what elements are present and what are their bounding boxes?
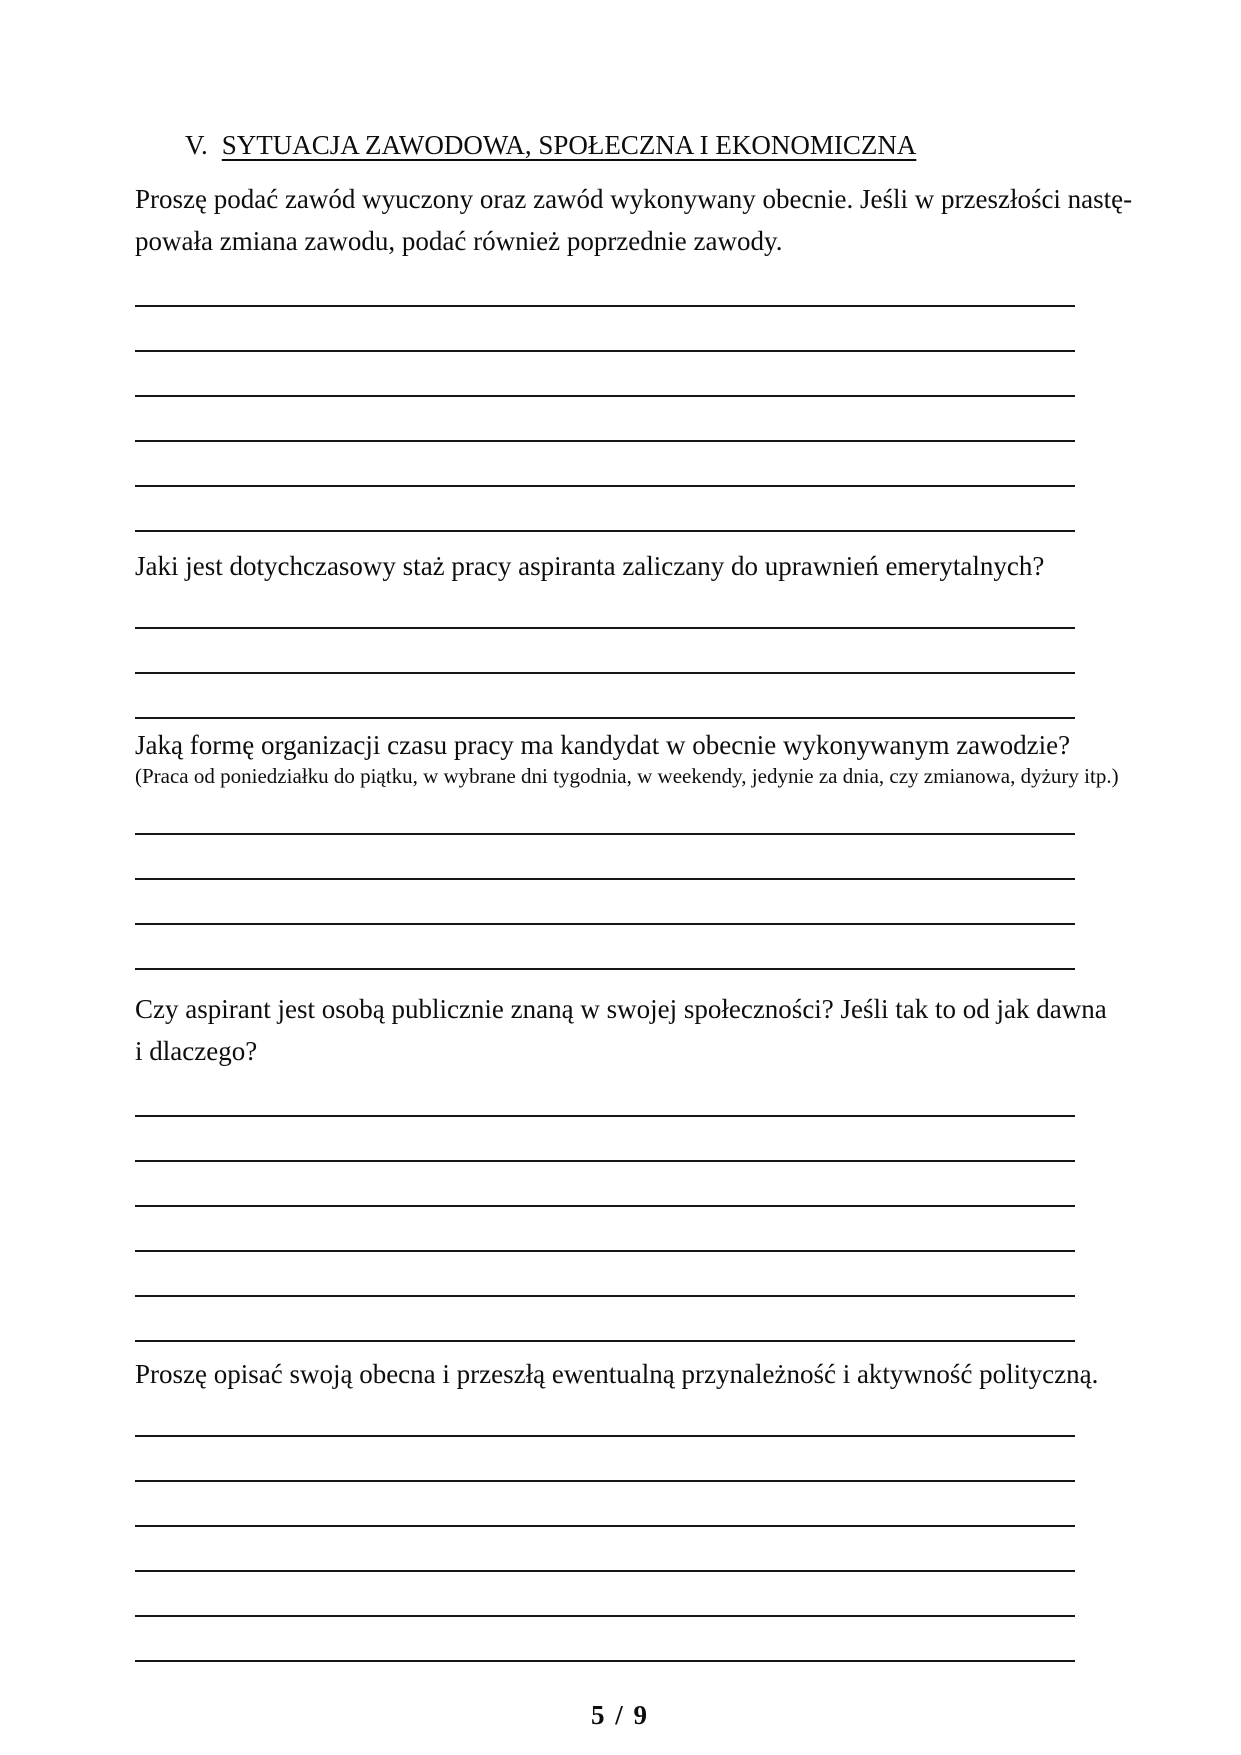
section-heading	[135, 126, 1075, 164]
answer-line	[135, 880, 1075, 925]
answer-line	[135, 352, 1075, 397]
intro-paragraph	[135, 178, 1133, 262]
answer-line	[135, 674, 1075, 719]
section-number: V.	[185, 130, 208, 160]
question-public-figure	[135, 988, 1107, 1072]
intro-paragraph-line-2: powała zmiana zawodu, podać również poprzednie zawody.	[135, 226, 783, 256]
answer-line	[135, 1297, 1075, 1342]
answer-line	[135, 1072, 1075, 1117]
question-political-activity: Proszę opisać swoją obecna i przeszłą ewentualną przynależność i aktywność polityczną.	[135, 1359, 1099, 1389]
answer-line	[135, 790, 1075, 835]
answer-line	[135, 262, 1075, 307]
answer-line	[135, 1572, 1075, 1617]
answer-line	[135, 1207, 1075, 1252]
answer-line	[135, 925, 1075, 970]
answer-line	[135, 629, 1075, 674]
page-number: 5 / 9	[590, 1700, 649, 1730]
answer-line	[135, 1392, 1075, 1437]
answer-line	[135, 1117, 1075, 1162]
answer-line	[135, 835, 1075, 880]
section-title: SYTUACJA ZAWODOWA, SPOŁECZNA I EKONOMICZNA	[221, 130, 917, 160]
answer-line	[135, 584, 1075, 629]
answer-line	[135, 1527, 1075, 1572]
question-work-schedule-note: (Praca od poniedziałku do piątku, w wybrane dni tygodnia, w weekendy, jedynie za dnia, czy zmianowa, dyżury itp.)	[135, 764, 1119, 788]
answer-lines-pension-seniority	[135, 584, 1075, 719]
question-pension-seniority: Jaki jest dotychczasowy staż pracy aspiranta zaliczany do uprawnień emerytalnych?	[135, 551, 1045, 581]
question-work-schedule: Jaką formę organizacji czasu pracy ma kandydat w obecnie wykonywanym zawodzie?	[135, 730, 1071, 760]
page-content	[135, 126, 1133, 1731]
answer-line	[135, 487, 1075, 532]
answer-lines-political-activity	[135, 1392, 1075, 1662]
answer-lines-public-figure	[135, 1072, 1075, 1342]
answer-line	[135, 442, 1075, 487]
answer-line	[135, 1482, 1075, 1527]
answer-line	[135, 1252, 1075, 1297]
answer-line	[135, 1162, 1075, 1207]
answer-lines-profession	[135, 262, 1075, 532]
answer-line	[135, 1617, 1075, 1662]
intro-paragraph-line-1: Proszę podać zawód wyuczony oraz zawód wykonywany obecnie. Jeśli w przeszłości nastę-	[135, 184, 1133, 214]
question-public-figure-line-1: Czy aspirant jest osobą publicznie znaną w swojej społeczności? Jeśli tak to od jak dawna	[135, 994, 1107, 1024]
answer-line	[135, 307, 1075, 352]
answer-line	[135, 1437, 1075, 1482]
answer-lines-work-schedule	[135, 790, 1075, 970]
answer-line	[135, 397, 1075, 442]
question-public-figure-line-2: i dlaczego?	[135, 1036, 258, 1066]
